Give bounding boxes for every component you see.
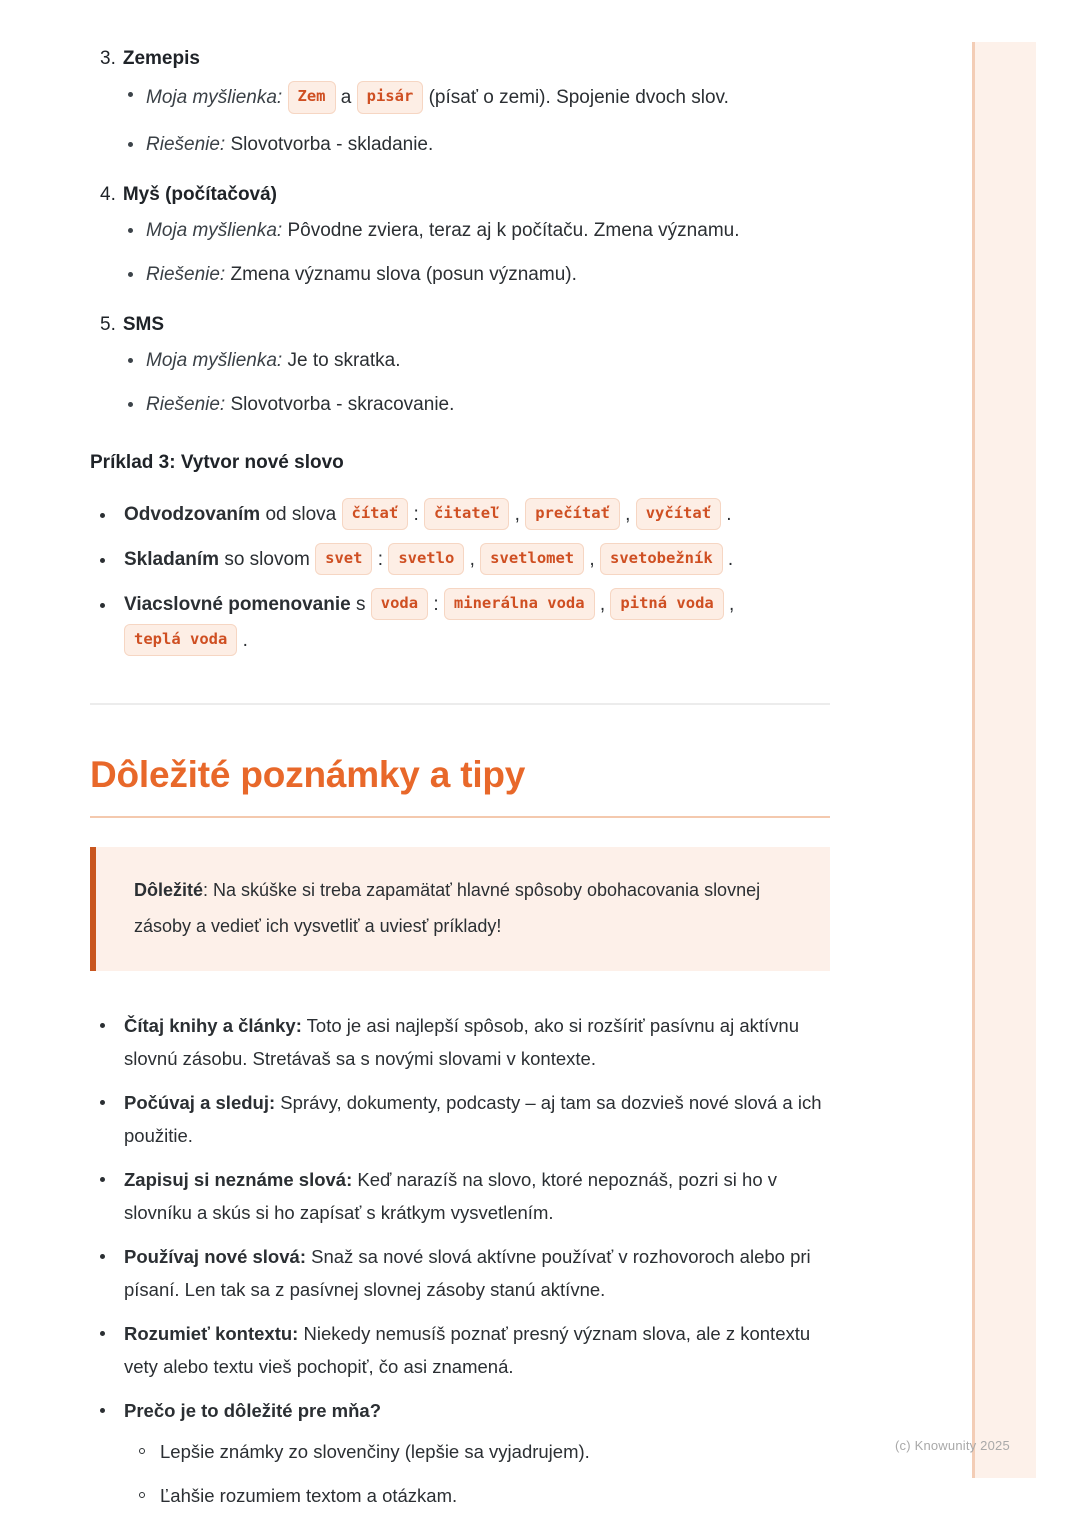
code-chip: svetlo: [388, 543, 464, 576]
sub-bullet-list: [90, 347, 830, 418]
inline-text: ,: [594, 593, 611, 615]
numbered-item-title: SMS: [122, 313, 165, 335]
code-chip: vyčítať: [636, 498, 721, 531]
inline-text: :: [428, 593, 444, 615]
watermark: (c) Knowunity 2025: [895, 1438, 1010, 1453]
sub-bullet-item: [90, 391, 830, 418]
code-chip: pisár: [357, 81, 424, 114]
why-important-sub-item: Ľahšie rozumiem textom a otázkam.: [124, 1481, 830, 1511]
numbered-item-title: Myš (počítačová): [122, 183, 278, 205]
example-3-heading: Príklad 3: Vytvor nové slovo: [90, 451, 344, 473]
tip-text: Toto je asi najlepší spôsob, ako si rozšíriť pasívnu aj aktívnu slovnú zásobu. Stretávaš sa s novými slovami v kontexte.: [124, 1014, 799, 1069]
code-chip: teplá voda: [124, 624, 237, 657]
inline-text: ,: [509, 503, 526, 525]
tip-text: Keď narazíš na slovo, ktoré nepoznáš, pozri si ho v slovníku a skús si ho zapísať s krátkym vysvetlením.: [124, 1168, 778, 1223]
sub-bullet-item: [90, 261, 830, 288]
sub-bullet-list: [90, 81, 830, 158]
word-formation-item: [90, 542, 830, 578]
numbered-examples-list: [90, 46, 830, 418]
inline-text: so slovom: [219, 548, 316, 570]
numbered-item-heading: [90, 182, 830, 208]
word-formation-item: [90, 587, 830, 659]
tip-label: Rozumieť kontextu:: [124, 1322, 299, 1344]
right-edge-strip: [972, 42, 1036, 1478]
tip-item: [90, 1009, 830, 1075]
code-chip: Zem: [288, 81, 336, 114]
tip-text: Niekedy nemusíš poznať presný význam slova, ale z kontextu vety alebo textu vieš pochopiť, čo asi znamená.: [124, 1322, 811, 1377]
inline-text: :: [372, 548, 389, 570]
tip-item: [90, 1240, 830, 1306]
callout-text: [134, 872, 800, 944]
inline-text: ,: [584, 548, 600, 570]
item-label: Viacslovné pomenovanie: [124, 593, 351, 615]
numbered-item-heading: [90, 312, 830, 338]
inline-text: s: [350, 593, 371, 615]
bullet-label: Moja myšlienka:: [146, 219, 288, 241]
inline-text: ,: [723, 593, 735, 615]
why-important-sub-item: Lepšie známky zo slovenčiny (lepšie sa vyjadrujem).: [124, 1437, 830, 1467]
numbered-item: [90, 182, 830, 288]
word-formation-list: [90, 497, 830, 659]
tip-item: [90, 1317, 830, 1383]
list-marker: 3.: [100, 48, 116, 69]
important-callout: [90, 847, 830, 971]
callout-body: : Na skúške si treba zapamätať hlavné spôsoby obohacovania slovnej zásoby a vedieť ich vysvetliť a uviesť príklady!: [134, 879, 761, 936]
tip-item: [90, 1163, 830, 1229]
sub-bullet-item: [90, 81, 830, 114]
list-marker: 5.: [100, 313, 116, 335]
code-chip: prečítať: [525, 498, 620, 531]
inline-text: .: [721, 503, 732, 525]
inline-text: Slovotvorba - skladanie.: [230, 133, 434, 155]
item-label: Odvodzovaním: [124, 503, 261, 525]
item-label: Skladaním: [124, 548, 220, 570]
sub-bullet-item: [90, 131, 830, 158]
tip-label: Počúvaj a sleduj:: [124, 1091, 276, 1113]
code-chip: pitná voda: [610, 588, 723, 621]
sub-bullet-item: [90, 347, 830, 374]
tips-list: [90, 1009, 830, 1511]
numbered-item: [90, 46, 830, 158]
bullet-label: Riešenie:: [146, 393, 231, 415]
why-important-label: Prečo je to dôležité pre mňa?: [124, 1399, 382, 1421]
inline-text: a: [335, 87, 357, 108]
numbered-item-title: Zemepis: [122, 48, 200, 69]
code-chip: svetobežník: [600, 543, 723, 576]
inline-text: Slovotvorba - skracovanie.: [230, 393, 455, 415]
inline-text: .: [237, 629, 248, 651]
tip-text: Snaž sa nové slová aktívne používať v rozhovoroch alebo pri písaní. Len tak sa z pasívnej slovnej zásoby stanú aktívne.: [124, 1245, 811, 1300]
callout-label: Dôležité: [134, 879, 204, 900]
title-underline-rule: [90, 816, 830, 818]
numbered-item-heading: [90, 46, 830, 72]
inline-text: ,: [619, 503, 636, 525]
inline-text: Je to skratka.: [287, 349, 401, 371]
tip-item: [90, 1086, 830, 1152]
tip-label: Používaj nové slová:: [124, 1245, 306, 1267]
inline-text: od slova: [260, 503, 342, 525]
code-chip: voda: [371, 588, 428, 621]
code-chip: čítať: [342, 498, 409, 531]
sub-bullet-list: [90, 217, 830, 288]
why-important-sub-list: [124, 1437, 830, 1511]
content-column: [90, 46, 830, 1511]
inline-text: Pôvodne zviera, teraz aj k počítaču. Zmena významu.: [287, 219, 740, 241]
numbered-item: [90, 312, 830, 418]
tip-label: Zapisuj si neznáme slová:: [124, 1168, 353, 1190]
bullet-label: Moja myšlienka:: [146, 87, 288, 108]
code-chip: minerálna voda: [444, 588, 595, 621]
tip-label: Čítaj knihy a články:: [124, 1014, 302, 1036]
bullet-label: Riešenie:: [146, 133, 231, 155]
inline-text: ,: [464, 548, 481, 570]
page-title: Dôležité poznámky a tipy: [90, 753, 526, 795]
why-important-item: [90, 1394, 830, 1511]
inline-text: :: [408, 503, 425, 525]
bullet-label: Riešenie:: [146, 263, 231, 285]
sub-bullet-item: [90, 217, 830, 244]
inline-text: (písať o zemi). Spojenie dvoch slov.: [423, 87, 729, 108]
code-chip: svetlomet: [480, 543, 584, 576]
tip-text: Správy, dokumenty, podcasty – aj tam sa dozvieš nové slová a ich použitie.: [124, 1091, 822, 1146]
code-chip: čitateľ: [424, 498, 509, 531]
inline-text: .: [722, 548, 734, 570]
code-chip: svet: [315, 543, 372, 576]
word-formation-item: [90, 497, 830, 533]
inline-text: Zmena významu slova (posun významu).: [230, 263, 577, 285]
section-divider: [90, 703, 830, 705]
bullet-label: Moja myšlienka:: [146, 349, 288, 371]
list-marker: 4.: [100, 183, 116, 205]
